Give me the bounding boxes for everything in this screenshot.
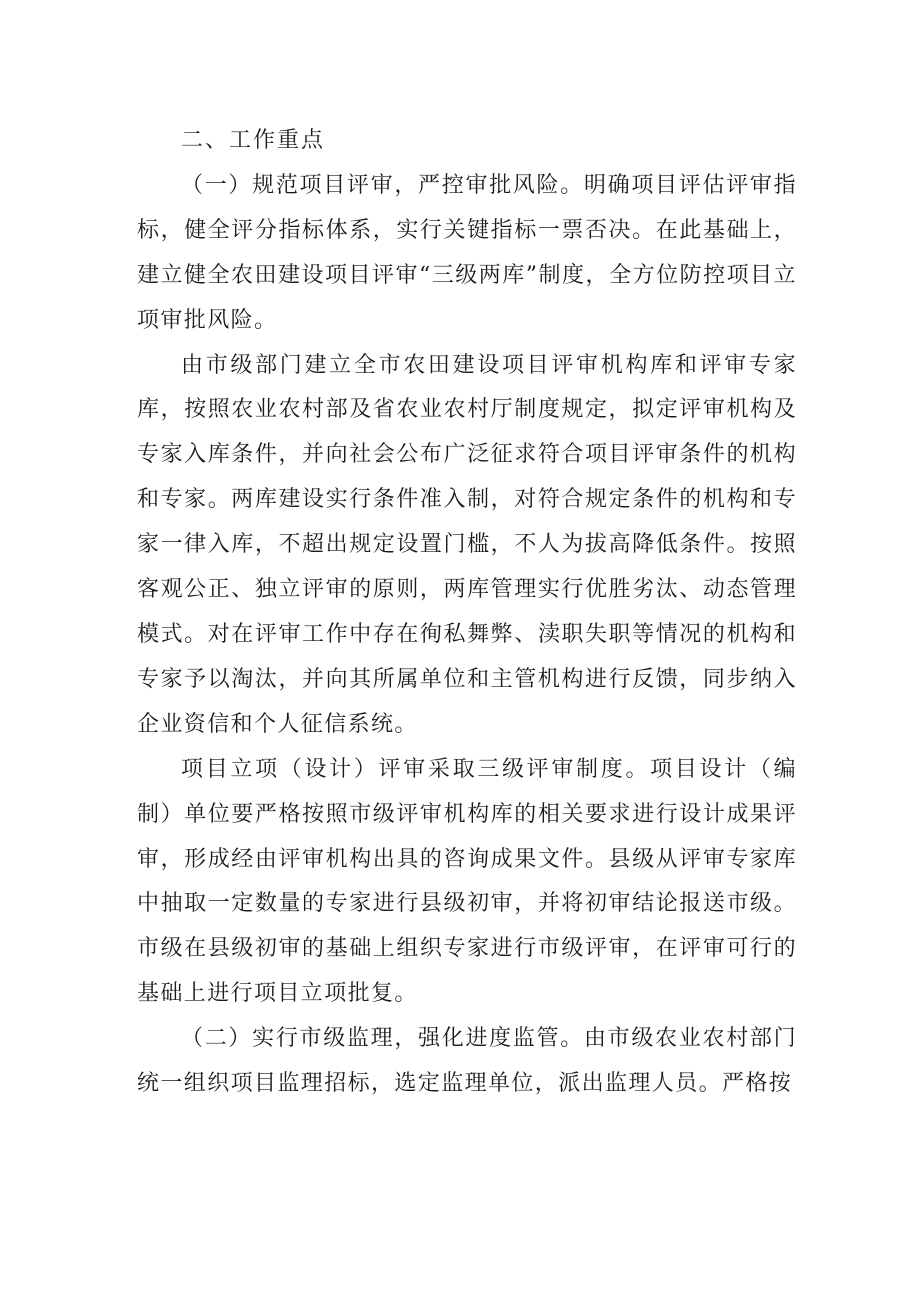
section-heading: 二、工作重点 <box>181 128 326 153</box>
paragraph-3: 项目立项（设计）评审采取三级评审制度。项目设计（编制）单位要严格按照市级评审机构库的相关要求进行设计成果评审，形成经由评审机构出具的咨询成果文件。县级从评审专家库中抽取一定数量的专家进行县级初审，并将初审结论报送市级。市级在县级初审的基础上组织专家进行市级评审，在评审可行的基础上进行项目立项批复。 <box>137 756 797 1007</box>
paragraph-4: （二）实行市级监理，强化进度监管。由市级农业农村部门统一组织项目监理招标，选定监理单位，派出监理人员。严格按 <box>137 1026 797 1097</box>
document-body <box>137 119 797 1107</box>
paragraph-1: （一）规范项目评审，严控审批风险。明确项目评估评审指标，健全评分指标体系，实行关键指标一票否决。在此基础上，建立健全农田建设项目评审“三级两库”制度，全方位防控项目立项审批风险。 <box>137 172 797 333</box>
paragraph-2: 由市级部门建立全市农田建设项目评审机构库和评审专家库，按照农业农村部及省农业农村厅制度规定，拟定评审机构及专家入库条件，并向社会公布广泛征求符合项目评审条件的机构和专家。两库建设实行条件准入制，对符合规定条件的机构和专家一律入库，不超出规定设置门槛，不人为拔高降低条件。按照客观公正、独立评审的原则，两库管理实行优胜劣汰、动态管理模式。对在评审工作中存在徇私舞弊、渎职失职等情况的机构和专家予以淘汰，并向其所属单位和主管机构进行反馈，同步纳入企业资信和个人征信系统。 <box>137 352 797 737</box>
